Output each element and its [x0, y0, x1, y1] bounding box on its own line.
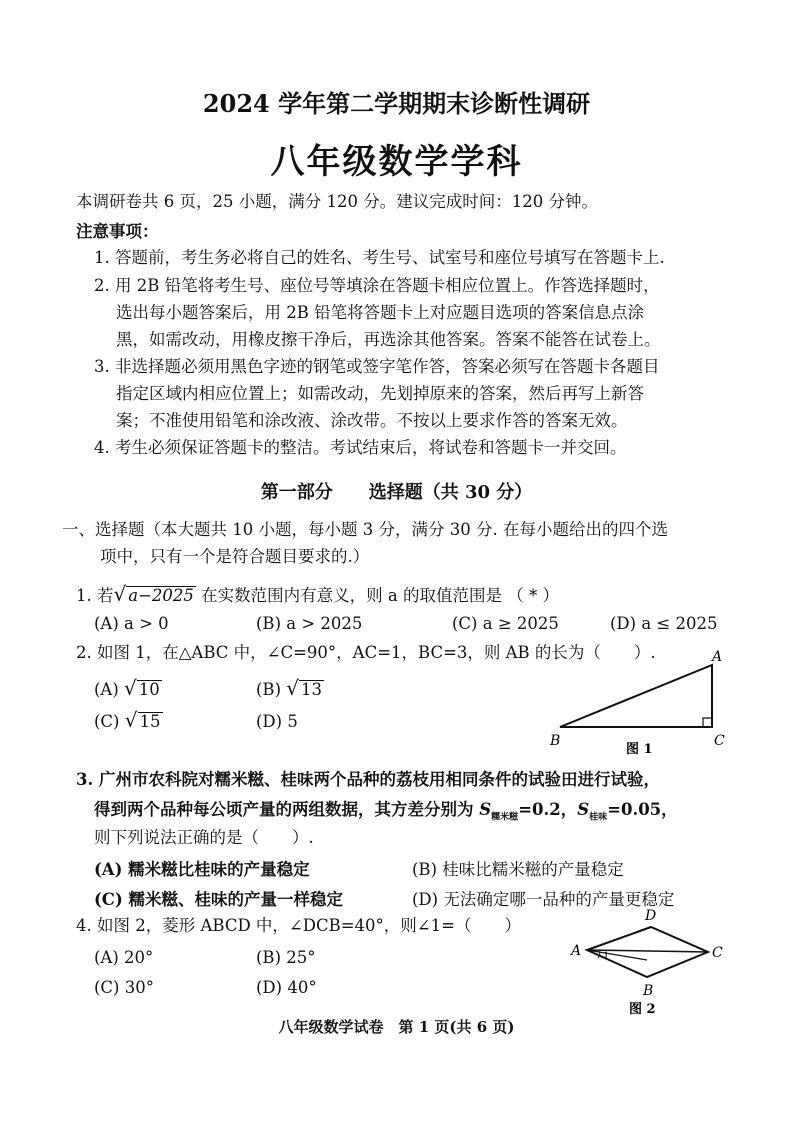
fig1-point-b: B: [550, 733, 561, 749]
part1-instruction-a: 一、选择题（本大题共 10 小题，每小题 3 分，满分 30 分. 在每小题给出的四个选: [62, 520, 668, 539]
q2-option-c-radicand: 15: [139, 712, 161, 731]
page-footer: 八年级数学试卷 第 1 页(共 6 页): [278, 1018, 515, 1036]
question-3-line-a: 3. 广州市农科院对糯米糍、桂味两个品种的荔枝用相同条件的试验田进行试验，: [76, 770, 660, 789]
subject-title: 八年级数学学科: [270, 142, 523, 182]
radical-sign: √: [286, 676, 299, 700]
variance-sub-1: 糯米糍: [491, 812, 519, 823]
q4-option-c: (C) 30°: [94, 978, 154, 997]
section-heading: 第一部分 选择题（共 30 分）: [260, 482, 533, 503]
question-4-stem: 4. 如图 2，菱形 ABCD 中，∠DCB=40°，则∠1=（ ）: [76, 916, 521, 935]
q2-option-a-label: (A): [94, 680, 119, 699]
note-3c: 案；不准使用铅笔和涂改液、涂改带。不按以上要求作答的答案无效。: [116, 411, 628, 430]
q3-option-c: (C) 糯米糍、桂味的产量一样稳定: [94, 890, 343, 909]
radical-sign: √: [124, 708, 138, 732]
note-1: 1. 答题前，考生务必将自己的姓名、考生号、试室号和座位号填写在答题卡上.: [94, 248, 665, 267]
figure-2: [565, 905, 735, 1020]
figure-1: [540, 645, 740, 760]
note-3a: 3. 非选择题必须用黑色字迹的钢笔或签字笔作答，答案必须写在答题卡各题目: [94, 357, 660, 376]
triangle-abc: [560, 665, 712, 727]
q2-option-c-label: (C): [94, 712, 120, 731]
fig1-caption: 图 1: [626, 742, 653, 757]
q2-option-c: [94, 708, 163, 732]
q4-option-b: (B) 25°: [256, 948, 316, 967]
question-3-line-b: [94, 800, 678, 823]
variance-symbol-1: S: [479, 800, 492, 819]
notes-heading: 注意事项：: [76, 222, 159, 241]
radical-sign: √: [113, 582, 127, 606]
note-3b: 指定区域内相应位置上；如需改动，先划掉原来的答案，然后再写上新答: [116, 384, 644, 403]
variance-value-1: =0.2，: [518, 800, 578, 819]
fig2-caption: 图 2: [629, 1002, 656, 1017]
fig2-point-a: A: [571, 943, 582, 959]
q2-option-d: (D) 5: [256, 712, 298, 731]
q2-option-b-radicand: 13: [301, 680, 322, 699]
q3-option-a: (A) 糯米糍比桂味的产量稳定: [94, 860, 310, 879]
variance-value-2: =0.05，: [607, 800, 678, 819]
part1-instruction-b: 项中，只有一个是符合题目要求的.）: [100, 547, 370, 566]
q4-option-d: (D) 40°: [256, 978, 317, 997]
q3-option-b: (B) 桂味比糯米糍的产量稳定: [412, 860, 624, 879]
radical-sign: √: [124, 676, 137, 700]
exam-title: 2024 学年第二学期期末诊断性调研: [202, 89, 591, 118]
q3-text: 得到两个品种每公顷产量的两组数据，其方差分别为: [94, 800, 480, 819]
note-2a: 2. 用 2B 铅笔将考生号、座位号等填涂在答题卡相应位置上。作答选择题时，: [94, 276, 660, 295]
fig1-point-c: C: [714, 733, 725, 749]
note-2b: 选出每小题答案后，用 2B 铅笔将答题卡上对应题目选项的答案信息点涂: [116, 303, 645, 322]
variance-sub-2: 桂味: [589, 812, 608, 823]
intro-text: 本调研卷共 6 页，25 小题，满分 120 分。建议完成时间：120 分钟。: [76, 192, 598, 211]
q1-option-b: (B) a > 2025: [256, 614, 363, 633]
question-1-stem: [76, 582, 559, 606]
q2-option-a-radicand: 10: [138, 680, 160, 699]
note-4: 4. 考生必须保证答题卡的整洁。考试结束后，将试卷和答题卡一并交回。: [94, 438, 627, 457]
fig2-point-b: B: [643, 983, 654, 999]
angle-1-label: 1: [603, 951, 610, 962]
q3-option-d: (D) 无法确定哪一品种的产量更稳定: [412, 890, 675, 909]
variance-symbol-2: S: [577, 800, 590, 819]
note-2c: 黑，如需改动，用橡皮擦干净后，再选涂其他答案。答案不能答在试卷上。: [116, 330, 661, 349]
q1-radicand: a−2025: [128, 586, 194, 605]
fig2-point-c: C: [712, 945, 723, 961]
q1-option-d: (D) a ≤ 2025: [610, 614, 718, 633]
question-3-line-c: 则下列说法正确的是（ ）.: [94, 828, 314, 847]
q2-option-b-label: (B): [256, 680, 281, 699]
right-angle-mark: [703, 718, 712, 727]
q2-option-a: [94, 676, 162, 700]
q1-pre: 1. 若: [76, 586, 114, 605]
fig2-point-d: D: [645, 908, 657, 924]
q2-option-b: [256, 676, 324, 700]
q1-option-a: (A) a > 0: [94, 614, 169, 633]
fig1-point-a: A: [712, 649, 723, 665]
q1-option-c: (C) a ≥ 2025: [452, 614, 559, 633]
q4-option-a: (A) 20°: [94, 948, 154, 967]
question-2-stem: 2. 如图 1，在△ABC 中，∠C=90°，AC=1，BC=3，则 AB 的长为（ ）.: [76, 643, 656, 662]
q1-post: 在实数范围内有意义，则 a 的取值范围是 （ * ）: [195, 586, 559, 605]
